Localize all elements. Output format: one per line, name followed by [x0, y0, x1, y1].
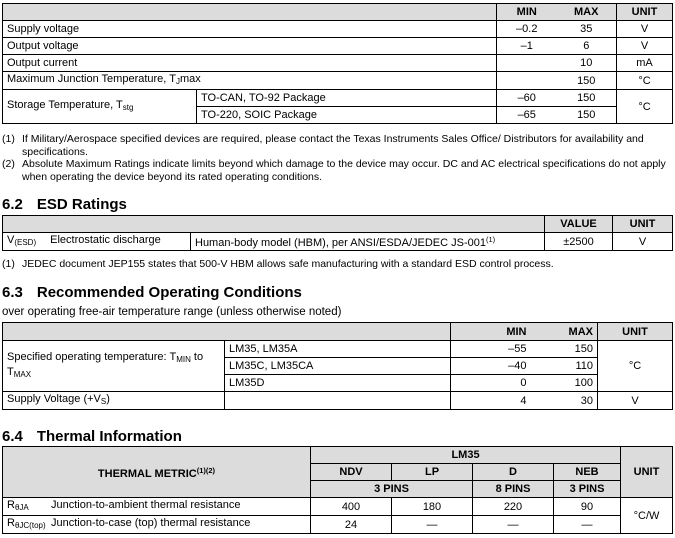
param: Output voltage	[3, 38, 497, 55]
section-title: ESD Ratings	[36, 196, 127, 213]
section-heading-esd	[2, 196, 127, 213]
device: LM35, LM35A	[225, 341, 451, 358]
footnote	[2, 258, 670, 271]
header-package: D	[473, 464, 554, 481]
param-suffix: )	[106, 393, 110, 405]
param	[3, 72, 497, 90]
unit: V	[613, 233, 673, 251]
min: –65	[497, 107, 557, 124]
section-heading-thermal	[2, 428, 182, 445]
section-title: Thermal Information	[36, 428, 182, 445]
param: Supply voltage	[3, 21, 497, 38]
footnote-ref: (1)	[486, 235, 496, 244]
header-unit: UNIT	[617, 4, 673, 21]
param-subscript: S	[100, 397, 107, 406]
table-header-row	[3, 447, 673, 464]
package: TO-220, SOIC Package	[197, 107, 497, 124]
header-blank	[3, 4, 497, 21]
section-heading-roc	[2, 284, 302, 301]
min	[497, 72, 557, 90]
unit: °C	[617, 72, 673, 90]
footnote-text: JEDEC document JEP155 states that 500-V HBM allows safe manufacturing with a standard ESD control process.	[22, 258, 554, 270]
min: –55	[451, 341, 531, 358]
esd-ratings-table	[2, 215, 673, 251]
param	[3, 516, 311, 534]
symbol-subscript: θJC(top)	[14, 521, 46, 530]
min: 0	[451, 375, 531, 392]
symbol: R	[7, 517, 15, 529]
value: 90	[554, 498, 621, 516]
header-value: VALUE	[545, 216, 613, 233]
value: 180	[392, 498, 473, 516]
param: Electrostatic discharge	[50, 234, 161, 246]
table-row	[3, 55, 673, 72]
value: 400	[311, 498, 392, 516]
footnote	[2, 133, 670, 158]
param-text: Specified operating temperature: T	[7, 351, 177, 363]
max: 30	[531, 392, 598, 410]
header-package: NDV	[311, 464, 392, 481]
table-row	[3, 38, 673, 55]
table-row	[3, 72, 673, 90]
header-pins: 3 PINS	[311, 481, 473, 498]
package: TO-CAN, TO-92 Package	[197, 90, 497, 107]
param-subscript: MAX	[13, 370, 32, 379]
table-row	[3, 341, 673, 358]
section-number: 6.3	[2, 284, 23, 301]
unit: V	[617, 38, 673, 55]
unit: °C/W	[621, 498, 673, 534]
header-unit: UNIT	[613, 216, 673, 233]
condition	[191, 233, 545, 251]
min: –0.2	[497, 21, 557, 38]
table-row	[3, 516, 673, 534]
min: 4	[451, 392, 531, 410]
value: —	[473, 516, 554, 534]
param-subscript: J	[175, 77, 180, 86]
param	[3, 392, 225, 410]
symbol-subscript: (ESD)	[14, 238, 37, 247]
device	[225, 392, 451, 410]
symbol: R	[7, 499, 15, 511]
unit: °C	[617, 90, 673, 124]
table-header-row	[3, 323, 673, 341]
param-text: Junction-to-case (top) thermal resistance	[51, 517, 251, 529]
param-text: Supply Voltage (+V	[7, 393, 101, 405]
table-row	[3, 233, 673, 251]
param-text: Maximum Junction Temperature, T	[7, 73, 176, 85]
footnote	[2, 158, 670, 183]
min: –40	[451, 358, 531, 375]
header-max: MAX	[557, 4, 617, 21]
header-pins: 3 PINS	[554, 481, 621, 498]
param: Output current	[3, 55, 497, 72]
min: –60	[497, 90, 557, 107]
section-title: Recommended Operating Conditions	[36, 284, 302, 301]
table-row	[3, 498, 673, 516]
header-pins: 8 PINS	[473, 481, 554, 498]
condition-text: Human-body model (HBM), per ANSI/ESDA/JEDEC JS-001	[195, 237, 486, 249]
unit: °C	[598, 341, 673, 392]
header-device: LM35	[311, 447, 621, 464]
recommended-operating-conditions-table	[2, 322, 673, 410]
abs-max-ratings-table	[2, 3, 673, 124]
header-thermal-metric	[3, 447, 311, 498]
symbol-subscript: θJA	[14, 503, 29, 512]
section-subtitle: over operating free-air temperature range (unless otherwise noted)	[2, 306, 342, 318]
table-row	[3, 21, 673, 38]
header-unit: UNIT	[598, 323, 673, 341]
value: 220	[473, 498, 554, 516]
section-number: 6.2	[2, 196, 23, 213]
param-text: to	[190, 351, 204, 363]
value: ±2500	[545, 233, 613, 251]
max: 150	[557, 107, 617, 124]
footnote-number: (1)	[2, 133, 15, 145]
header-package: NEB	[554, 464, 621, 481]
min: –1	[497, 38, 557, 55]
max: 150	[557, 90, 617, 107]
header-max: MAX	[531, 323, 598, 341]
footnote-text: If Military/Aerospace specified devices are required, please contact the Texas Instruments Sales Office/ Distributors for availability and specifications.	[22, 133, 644, 158]
min	[497, 55, 557, 72]
section-number: 6.4	[2, 428, 23, 445]
footnote-number: (1)	[2, 258, 15, 270]
device: LM35C, LM35CA	[225, 358, 451, 375]
table-header-row	[3, 216, 673, 233]
max: 150	[531, 341, 598, 358]
header-blank	[3, 216, 545, 233]
param-subscript: MIN	[176, 355, 191, 364]
footnote-text: Absolute Maximum Ratings indicate limits beyond which damage to the device may occur. DC and AC electrical specifications do not apply when operating the device beyond its rated operating conditions.	[22, 158, 666, 183]
param	[3, 498, 311, 516]
header-min: MIN	[497, 4, 557, 21]
param	[3, 341, 225, 392]
header-unit: UNIT	[621, 447, 673, 498]
max: 10	[557, 55, 617, 72]
param	[3, 90, 197, 124]
max: 110	[531, 358, 598, 375]
table-row	[3, 392, 673, 410]
param-suffix: max	[179, 73, 201, 85]
value: —	[554, 516, 621, 534]
value: —	[392, 516, 473, 534]
max: 150	[557, 72, 617, 90]
symbol: V	[7, 234, 15, 246]
param-text: Junction-to-ambient thermal resistance	[51, 499, 241, 511]
param-subscript: stg	[122, 103, 134, 112]
unit: V	[617, 21, 673, 38]
device: LM35D	[225, 375, 451, 392]
max: 6	[557, 38, 617, 55]
max: 100	[531, 375, 598, 392]
footnote-number: (2)	[2, 158, 15, 170]
value: 24	[311, 516, 392, 534]
header-text: THERMAL METRIC	[97, 467, 197, 480]
max: 35	[557, 21, 617, 38]
param-text: T	[7, 366, 14, 378]
table-header-row	[3, 4, 673, 21]
header-min: MIN	[451, 323, 531, 341]
header-blank	[3, 323, 451, 341]
header-package: LP	[392, 464, 473, 481]
unit: mA	[617, 55, 673, 72]
param-text: Storage Temperature, T	[7, 99, 123, 111]
table-row	[3, 90, 673, 107]
thermal-information-table	[2, 446, 673, 534]
footnote-ref: (1)(2)	[196, 465, 216, 475]
unit: V	[598, 392, 673, 410]
symbol-param	[3, 233, 191, 251]
